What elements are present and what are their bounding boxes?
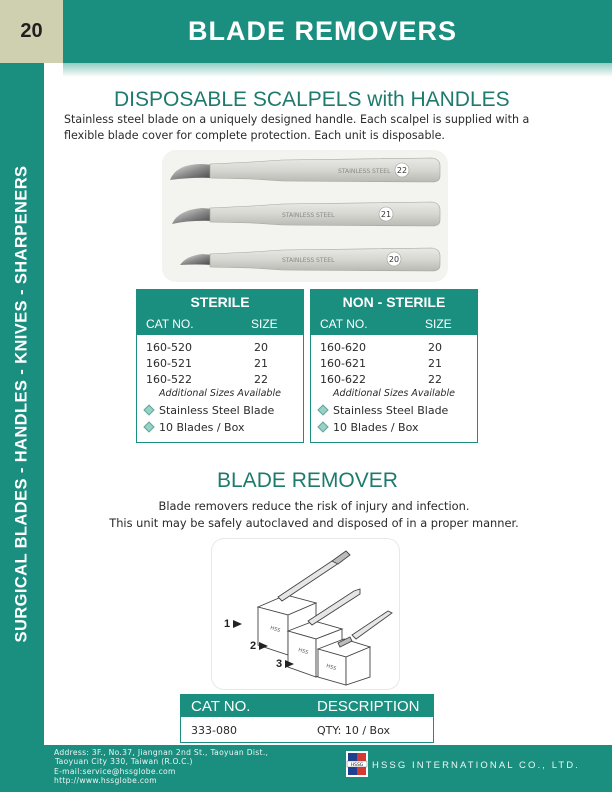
cat-number: 160-521 bbox=[146, 357, 192, 370]
nonsterile-table bbox=[310, 289, 478, 443]
step-2-label: 2 bbox=[250, 640, 257, 652]
side-category-text: SURGICAL BLADES - HANDLES - KNIVES - SHARPENERS bbox=[12, 165, 31, 643]
blade-remover-illustration bbox=[212, 539, 399, 689]
size-badge-21: 21 bbox=[380, 210, 392, 219]
diamond-bullet-icon bbox=[317, 421, 328, 432]
diamond-bullet-icon bbox=[317, 404, 328, 415]
additional-sizes-note: Additional Sizes Available bbox=[159, 388, 281, 399]
br-col-desc: DESCRIPTION bbox=[317, 698, 420, 715]
size-badge-22: 22 bbox=[396, 166, 408, 175]
cat-number: 160-622 bbox=[320, 373, 366, 386]
footer-address bbox=[54, 748, 268, 786]
cat-number: 160-520 bbox=[146, 341, 192, 354]
size-value: 20 bbox=[254, 341, 268, 354]
sterile-table bbox=[136, 289, 304, 443]
cat-number: 160-522 bbox=[146, 373, 192, 386]
cat-number: 160-620 bbox=[320, 341, 366, 354]
handle-text: STAINLESS STEEL bbox=[338, 168, 391, 175]
company-logo bbox=[346, 751, 368, 777]
nonsterile-table-header bbox=[311, 290, 477, 335]
scalpels-image bbox=[162, 150, 448, 282]
address-line: Address: 3F., No.37, Jiangnan 2nd St., Taoyuan Dist., bbox=[54, 748, 269, 757]
br-desc-value: QTY: 10 / Box bbox=[317, 724, 390, 737]
scalpels-illustration bbox=[162, 150, 448, 282]
nonsterile-col-size: SIZE bbox=[425, 317, 452, 331]
diamond-bullet-icon bbox=[143, 404, 154, 415]
svg-text:HSS: HSS bbox=[269, 625, 281, 635]
feature-text: 10 Blades / Box bbox=[159, 421, 245, 434]
size-badge-20: 20 bbox=[388, 255, 400, 264]
blade-remover-table-header bbox=[181, 695, 433, 717]
scalpels-title: DISPOSABLE SCALPELS with HANDLES bbox=[114, 88, 510, 111]
sterile-col-size: SIZE bbox=[251, 317, 278, 331]
sterile-table-header bbox=[137, 290, 303, 335]
nonsterile-col-cat: CAT NO. bbox=[320, 317, 368, 331]
scalpels-intro: Stainless steel blade on a uniquely designed handle. Each scalpel is supplied with a flexible blade cover for complete protection. Each unit is disposable. bbox=[64, 113, 530, 142]
scalpel-21 bbox=[172, 202, 440, 226]
sterile-col-cat: CAT NO. bbox=[146, 317, 194, 331]
feature-text: 10 Blades / Box bbox=[333, 421, 419, 434]
email-text: E-mail:service@hssglobe.com bbox=[54, 766, 176, 776]
step-3-label: 3 bbox=[276, 658, 283, 670]
blade-remover-desc-line1: Blade removers reduce the risk of injury and infection. bbox=[158, 499, 470, 513]
diamond-bullet-icon bbox=[143, 421, 154, 432]
page-title: BLADE REMOVERS bbox=[187, 16, 458, 46]
blade-remover-desc-line2: This unit may be safely autoclaved and disposed of in a proper manner. bbox=[109, 516, 519, 530]
blade-remover-table bbox=[180, 694, 434, 743]
size-value: 20 bbox=[428, 341, 442, 354]
feature-text: Stainless Steel Blade bbox=[333, 404, 449, 417]
feature-item bbox=[317, 421, 418, 434]
svg-text:HSSG: HSSG bbox=[350, 763, 364, 768]
feature-text: Stainless Steel Blade bbox=[159, 404, 275, 417]
header-gradient bbox=[63, 63, 612, 77]
br-col-cat: CAT NO. bbox=[191, 698, 251, 715]
size-value: 22 bbox=[428, 373, 442, 386]
br-cat-value: 333-080 bbox=[191, 724, 237, 737]
size-value: 22 bbox=[254, 373, 268, 386]
step-1-arrow-icon bbox=[233, 620, 242, 628]
website-text: http://www.hssglobe.com bbox=[54, 776, 157, 786]
address-line: Taoyuan City 330, Taiwan (R.O.C.) bbox=[55, 757, 193, 767]
feature-item bbox=[143, 421, 244, 434]
feature-item bbox=[317, 404, 448, 417]
sterile-title: STERILE bbox=[190, 294, 250, 310]
scalpel-22 bbox=[170, 158, 440, 182]
step-1-label: 1 bbox=[224, 618, 231, 630]
cat-number: 160-621 bbox=[320, 357, 366, 370]
company-name: HSSG INTERNATIONAL CO., LTD. bbox=[372, 760, 581, 771]
handle-text: STAINLESS STEEL bbox=[282, 257, 335, 264]
svg-text:HSS: HSS bbox=[325, 663, 337, 673]
blade-remover-image bbox=[212, 539, 399, 689]
blade-remover-title: BLADE REMOVER bbox=[217, 469, 398, 492]
additional-sizes-note: Additional Sizes Available bbox=[333, 388, 455, 399]
feature-item bbox=[143, 404, 274, 417]
nonsterile-title: NON - STERILE bbox=[342, 294, 446, 310]
size-value: 21 bbox=[428, 357, 442, 370]
svg-text:HSS: HSS bbox=[297, 647, 309, 657]
page-number: 20 bbox=[0, 0, 63, 63]
scalpel-20 bbox=[180, 248, 440, 271]
handle-text: STAINLESS STEEL bbox=[282, 212, 335, 219]
size-value: 21 bbox=[254, 357, 268, 370]
header-band bbox=[63, 0, 612, 63]
